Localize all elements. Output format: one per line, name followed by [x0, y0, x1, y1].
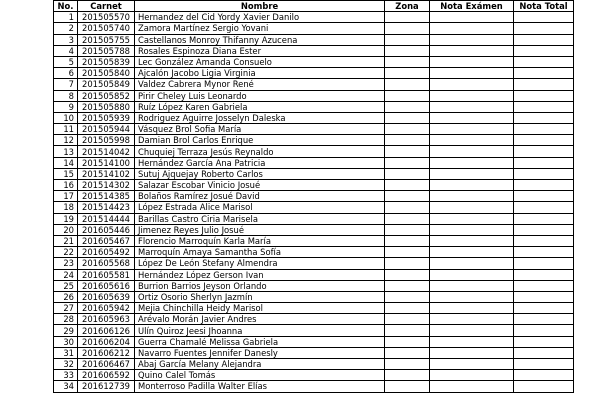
row-nombre: Hernández López Gerson Ivan [135, 269, 385, 280]
row-number: 10 [54, 112, 78, 123]
row-nombre: Ortiz Osorio Sherlyn Jazmín [135, 291, 385, 302]
row-number: 28 [54, 314, 78, 325]
table-row [54, 191, 574, 202]
row-nombre: López Estrada Alice Marisol [135, 202, 385, 213]
row-nombre: Quino Calel Tomás [135, 370, 385, 381]
row-carnet: 201505570 [78, 12, 135, 23]
row-zona-cell [385, 235, 430, 246]
row-nota-total-cell [514, 235, 574, 246]
row-nota-total-cell [514, 124, 574, 135]
table-row [54, 146, 574, 157]
table-row [54, 347, 574, 358]
row-nota-examen-cell [430, 202, 514, 213]
row-number: 26 [54, 291, 78, 302]
row-nota-total-cell [514, 68, 574, 79]
row-number: 18 [54, 202, 78, 213]
row-nombre: Monterroso Padilla Walter Elías [135, 381, 385, 392]
row-nota-examen-cell [430, 347, 514, 358]
row-nombre: López De León Stefany Almendra [135, 258, 385, 269]
row-nota-examen-cell [430, 280, 514, 291]
row-nota-examen-cell [430, 180, 514, 191]
row-nota-total-cell [514, 258, 574, 269]
row-nota-total-cell [514, 269, 574, 280]
row-nota-examen-cell [430, 325, 514, 336]
row-nombre: Rosales Espinoza Diana Ester [135, 45, 385, 56]
row-nombre: Abaj García Melany Alejandra [135, 359, 385, 370]
row-nombre: Florencio Marroquín Karla María [135, 235, 385, 246]
row-carnet: 201505998 [78, 135, 135, 146]
table-row [54, 235, 574, 246]
grade-sheet [53, 0, 573, 393]
row-nota-examen-cell [430, 258, 514, 269]
row-carnet: 201505944 [78, 124, 135, 135]
row-nota-total-cell [514, 90, 574, 101]
row-number: 27 [54, 303, 78, 314]
row-nota-examen-cell [430, 303, 514, 314]
row-nota-examen-cell [430, 90, 514, 101]
row-nota-examen-cell [430, 124, 514, 135]
table-row [54, 213, 574, 224]
row-nota-examen-cell [430, 34, 514, 45]
row-nota-total-cell [514, 247, 574, 258]
row-nombre: Jimenez Reyes Julio Josué [135, 224, 385, 235]
row-number: 34 [54, 381, 78, 392]
table-row [54, 359, 574, 370]
row-number: 7 [54, 79, 78, 90]
row-carnet: 201505880 [78, 101, 135, 112]
row-number: 13 [54, 146, 78, 157]
row-zona-cell [385, 112, 430, 123]
row-nota-total-cell [514, 56, 574, 67]
row-nombre: Guerra Chamalé Melissa Gabriela [135, 336, 385, 347]
row-carnet: 201505840 [78, 68, 135, 79]
header-zona: Zona [385, 1, 430, 12]
table-row [54, 303, 574, 314]
table-row [54, 258, 574, 269]
header-no: No. [54, 1, 78, 12]
row-carnet: 201606204 [78, 336, 135, 347]
row-nota-examen-cell [430, 112, 514, 123]
row-nota-total-cell [514, 23, 574, 34]
row-number: 14 [54, 157, 78, 168]
row-nota-examen-cell [430, 370, 514, 381]
row-number: 2 [54, 23, 78, 34]
row-zona-cell [385, 56, 430, 67]
table-row [54, 291, 574, 302]
row-nombre: Vásquez Brol Sofia María [135, 124, 385, 135]
row-carnet: 201606126 [78, 325, 135, 336]
row-carnet: 201606212 [78, 347, 135, 358]
row-number: 1 [54, 12, 78, 23]
row-nota-total-cell [514, 101, 574, 112]
row-nombre: Damian Brol Carlos Enrique [135, 135, 385, 146]
row-nota-total-cell [514, 34, 574, 45]
row-zona-cell [385, 45, 430, 56]
table-row [54, 381, 574, 392]
row-nota-examen-cell [430, 247, 514, 258]
row-carnet: 201505839 [78, 56, 135, 67]
row-number: 5 [54, 56, 78, 67]
row-nota-examen-cell [430, 56, 514, 67]
row-nota-examen-cell [430, 381, 514, 392]
table-row [54, 314, 574, 325]
row-nombre: Pirir Cheley Luis Leonardo [135, 90, 385, 101]
row-nombre: Lec González Amanda Consuelo [135, 56, 385, 67]
row-nombre: Navarro Fuentes Jennifer Danesly [135, 347, 385, 358]
row-zona-cell [385, 79, 430, 90]
row-number: 30 [54, 336, 78, 347]
row-nota-examen-cell [430, 213, 514, 224]
row-nota-total-cell [514, 135, 574, 146]
row-nota-total-cell [514, 168, 574, 179]
table-row [54, 23, 574, 34]
row-number: 20 [54, 224, 78, 235]
table-row [54, 68, 574, 79]
row-nota-total-cell [514, 202, 574, 213]
row-carnet: 201605963 [78, 314, 135, 325]
header-nombre: Nombre [135, 1, 385, 12]
row-nota-total-cell [514, 213, 574, 224]
row-zona-cell [385, 12, 430, 23]
row-zona-cell [385, 359, 430, 370]
row-nombre: Ruíz López Karen Gabriela [135, 101, 385, 112]
row-number: 23 [54, 258, 78, 269]
row-zona-cell [385, 347, 430, 358]
row-zona-cell [385, 325, 430, 336]
row-carnet: 201605581 [78, 269, 135, 280]
row-zona-cell [385, 135, 430, 146]
row-nota-total-cell [514, 112, 574, 123]
table-row [54, 90, 574, 101]
row-zona-cell [385, 381, 430, 392]
row-nota-examen-cell [430, 146, 514, 157]
row-carnet: 201505755 [78, 34, 135, 45]
row-nota-total-cell [514, 336, 574, 347]
row-number: 17 [54, 191, 78, 202]
row-zona-cell [385, 336, 430, 347]
row-carnet: 201605616 [78, 280, 135, 291]
row-carnet: 201505939 [78, 112, 135, 123]
row-zona-cell [385, 258, 430, 269]
row-zona-cell [385, 101, 430, 112]
table-row [54, 325, 574, 336]
row-nombre: Chuquiej Terraza Jesús Reynaldo [135, 146, 385, 157]
table-row [54, 247, 574, 258]
table-row [54, 370, 574, 381]
row-zona-cell [385, 23, 430, 34]
roster-body [54, 12, 574, 392]
row-number: 22 [54, 247, 78, 258]
row-nombre: Marroquín Amaya Samantha Sofía [135, 247, 385, 258]
row-carnet: 201514423 [78, 202, 135, 213]
row-nota-total-cell [514, 314, 574, 325]
header-row [54, 1, 574, 12]
row-carnet: 201514100 [78, 157, 135, 168]
row-zona-cell [385, 157, 430, 168]
row-zona-cell [385, 291, 430, 302]
row-zona-cell [385, 247, 430, 258]
row-number: 32 [54, 359, 78, 370]
table-row [54, 45, 574, 56]
row-number: 11 [54, 124, 78, 135]
row-nota-total-cell [514, 347, 574, 358]
row-number: 3 [54, 34, 78, 45]
row-carnet: 201505788 [78, 45, 135, 56]
row-nombre: Castellanos Monroy Thifanny Azucena [135, 34, 385, 45]
row-nota-total-cell [514, 157, 574, 168]
row-carnet: 201605446 [78, 224, 135, 235]
row-number: 33 [54, 370, 78, 381]
row-number: 25 [54, 280, 78, 291]
table-row [54, 101, 574, 112]
row-zona-cell [385, 224, 430, 235]
row-carnet: 201505852 [78, 90, 135, 101]
row-nota-examen-cell [430, 68, 514, 79]
row-nombre: Arévalo Morán Javier Andres [135, 314, 385, 325]
row-nombre: Valdez Cabrera Mynor René [135, 79, 385, 90]
row-nota-total-cell [514, 12, 574, 23]
row-number: 19 [54, 213, 78, 224]
row-nota-examen-cell [430, 45, 514, 56]
row-carnet: 201514042 [78, 146, 135, 157]
row-nota-examen-cell [430, 336, 514, 347]
row-number: 6 [54, 68, 78, 79]
row-nota-total-cell [514, 291, 574, 302]
row-zona-cell [385, 280, 430, 291]
row-zona-cell [385, 34, 430, 45]
table-row [54, 180, 574, 191]
table-row [54, 34, 574, 45]
header-nota-total: Nota Total [514, 1, 574, 12]
row-nota-examen-cell [430, 359, 514, 370]
row-nota-total-cell [514, 325, 574, 336]
row-number: 24 [54, 269, 78, 280]
row-nota-examen-cell [430, 101, 514, 112]
row-number: 15 [54, 168, 78, 179]
row-nota-examen-cell [430, 314, 514, 325]
row-nombre: Bolaños Ramírez Josué David [135, 191, 385, 202]
row-nota-examen-cell [430, 291, 514, 302]
row-number: 8 [54, 90, 78, 101]
row-nombre: Barillas Castro Ciria Marisela [135, 213, 385, 224]
row-nota-examen-cell [430, 191, 514, 202]
row-nota-examen-cell [430, 79, 514, 90]
row-nota-examen-cell [430, 235, 514, 246]
row-nota-examen-cell [430, 23, 514, 34]
row-nota-total-cell [514, 191, 574, 202]
row-zona-cell [385, 124, 430, 135]
row-number: 31 [54, 347, 78, 358]
header-nota-examen: Nota Exámen [430, 1, 514, 12]
row-zona-cell [385, 168, 430, 179]
row-nota-examen-cell [430, 12, 514, 23]
row-nota-total-cell [514, 180, 574, 191]
row-nota-examen-cell [430, 157, 514, 168]
row-carnet: 201606467 [78, 359, 135, 370]
row-zona-cell [385, 202, 430, 213]
row-nombre: Salazar Escobar Vinicio Josué [135, 180, 385, 191]
row-nombre: Hernández García Ana Patricia [135, 157, 385, 168]
row-carnet: 201605942 [78, 303, 135, 314]
row-carnet: 201605639 [78, 291, 135, 302]
table-row [54, 336, 574, 347]
table-row [54, 79, 574, 90]
student-roster-table [53, 0, 574, 393]
row-carnet: 201605568 [78, 258, 135, 269]
row-nombre: Zamora Martínez Sergio Yovani [135, 23, 385, 34]
row-number: 16 [54, 180, 78, 191]
row-zona-cell [385, 68, 430, 79]
row-zona-cell [385, 303, 430, 314]
row-nombre: Rodriguez Aguirre Josselyn Daleska [135, 112, 385, 123]
row-number: 21 [54, 235, 78, 246]
row-carnet: 201514444 [78, 213, 135, 224]
row-nota-examen-cell [430, 269, 514, 280]
row-carnet: 201514302 [78, 180, 135, 191]
table-row [54, 12, 574, 23]
row-zona-cell [385, 213, 430, 224]
row-carnet: 201612739 [78, 381, 135, 392]
row-carnet: 201514385 [78, 191, 135, 202]
row-carnet: 201605492 [78, 247, 135, 258]
row-nota-total-cell [514, 79, 574, 90]
row-nota-examen-cell [430, 224, 514, 235]
row-nombre: Hernandez del Cid Yordy Xavier Danilo [135, 12, 385, 23]
row-carnet: 201505849 [78, 79, 135, 90]
row-nota-total-cell [514, 303, 574, 314]
row-zona-cell [385, 146, 430, 157]
row-nota-examen-cell [430, 168, 514, 179]
row-number: 29 [54, 325, 78, 336]
row-zona-cell [385, 90, 430, 101]
row-zona-cell [385, 370, 430, 381]
table-row [54, 269, 574, 280]
table-row [54, 224, 574, 235]
row-nota-total-cell [514, 370, 574, 381]
row-carnet: 201514102 [78, 168, 135, 179]
table-row [54, 124, 574, 135]
row-nota-total-cell [514, 224, 574, 235]
row-carnet: 201606592 [78, 370, 135, 381]
row-nota-total-cell [514, 280, 574, 291]
row-nota-total-cell [514, 146, 574, 157]
row-nombre: Sutuj Ajquejay Roberto Carlos [135, 168, 385, 179]
table-row [54, 135, 574, 146]
table-row [54, 112, 574, 123]
row-zona-cell [385, 314, 430, 325]
row-zona-cell [385, 180, 430, 191]
row-number: 9 [54, 101, 78, 112]
header-carnet: Carnet [78, 1, 135, 12]
table-row [54, 56, 574, 67]
row-nombre: Mejia Chinchilla Heidy Marisol [135, 303, 385, 314]
row-nota-total-cell [514, 381, 574, 392]
row-carnet: 201605467 [78, 235, 135, 246]
row-nota-total-cell [514, 45, 574, 56]
row-number: 4 [54, 45, 78, 56]
table-row [54, 202, 574, 213]
row-nombre: Ajcalón Jacobo Ligia Virginia [135, 68, 385, 79]
row-carnet: 201505740 [78, 23, 135, 34]
row-nombre: Ulín Quiroz Jeesi Jhoanna [135, 325, 385, 336]
row-nota-examen-cell [430, 135, 514, 146]
table-row [54, 280, 574, 291]
table-row [54, 157, 574, 168]
table-row [54, 168, 574, 179]
row-nota-total-cell [514, 359, 574, 370]
row-number: 12 [54, 135, 78, 146]
row-zona-cell [385, 269, 430, 280]
row-zona-cell [385, 191, 430, 202]
row-nombre: Burrion Barrios Jeyson Orlando [135, 280, 385, 291]
